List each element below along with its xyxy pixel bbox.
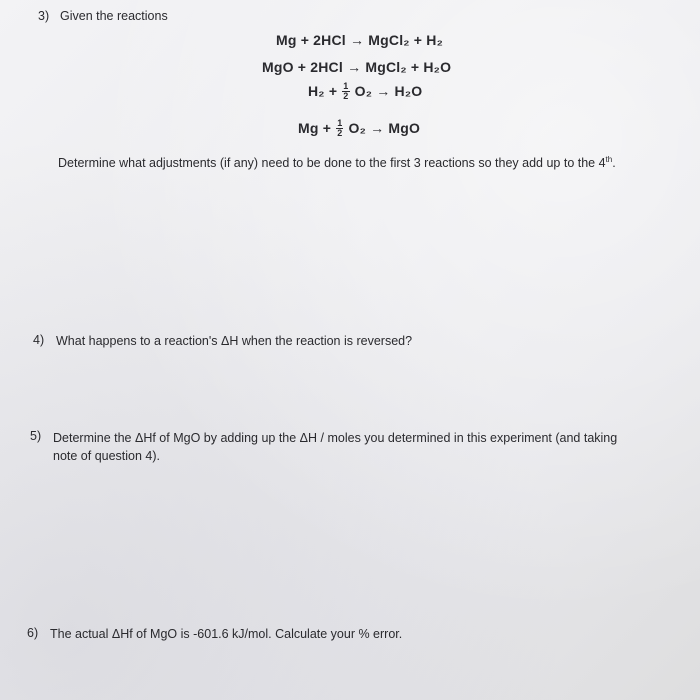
q6-text: The actual ΔHf of MgO is -601.6 kJ/mol. Calculate your % error. — [50, 627, 403, 641]
reaction-3-arrow: → — [376, 83, 391, 100]
reaction-2-left: MgO + 2HCl — [262, 59, 343, 75]
reaction-4-left-b: O₂ — [348, 120, 367, 137]
reaction-1-right: MgCl₂ + H₂ — [368, 32, 443, 48]
q6-number: 6) — [27, 626, 39, 640]
reaction-1-arrow: → — [349, 32, 365, 48]
q3-number: 3) — [38, 9, 50, 23]
reaction-4-right: MgO — [388, 120, 421, 137]
q3-instruction-text: Determine what adjustments (if any) need to be done to the first 3 reactions so they add up to the 4 — [58, 156, 606, 171]
q4-text: What happens to a reaction's ΔH when the reaction is reversed? — [56, 334, 413, 348]
reaction-2 — [262, 59, 451, 75]
reaction-1 — [276, 32, 443, 48]
fraction-numerator: 1 — [343, 81, 349, 91]
reaction-3-left-a: H₂ + — [308, 83, 338, 100]
reaction-3 — [308, 83, 422, 102]
q3-instruction — [58, 155, 616, 170]
fraction-denominator: 2 — [343, 91, 349, 101]
q5-number: 5) — [30, 429, 42, 443]
reaction-4-arrow: → — [370, 120, 385, 137]
reaction-4-fraction — [336, 119, 343, 138]
fraction-numerator: 1 — [337, 118, 343, 128]
q3-instruction-sup: th — [605, 155, 613, 164]
q4-number: 4) — [33, 333, 45, 347]
q5-line-2: note of question 4). — [53, 449, 161, 463]
reaction-3-left-b: O₂ — [354, 83, 373, 100]
reaction-3-right: H₂O — [394, 83, 423, 100]
fraction-denominator: 2 — [337, 128, 343, 138]
reaction-4-left-a: Mg + — [298, 120, 332, 137]
reaction-3-fraction — [342, 82, 349, 101]
reaction-1-left: Mg + 2HCl — [276, 32, 346, 48]
q5-line-1: Determine the ΔHf of MgO by adding up the ΔH / moles you determined in this experiment (and taking — [53, 431, 618, 445]
q3-prompt: Given the reactions — [60, 9, 168, 23]
reaction-2-arrow: → — [347, 59, 362, 75]
reaction-2-right: MgCl₂ + H₂O — [365, 59, 452, 75]
reaction-4 — [298, 120, 420, 139]
q3-instruction-end: . — [612, 156, 616, 171]
